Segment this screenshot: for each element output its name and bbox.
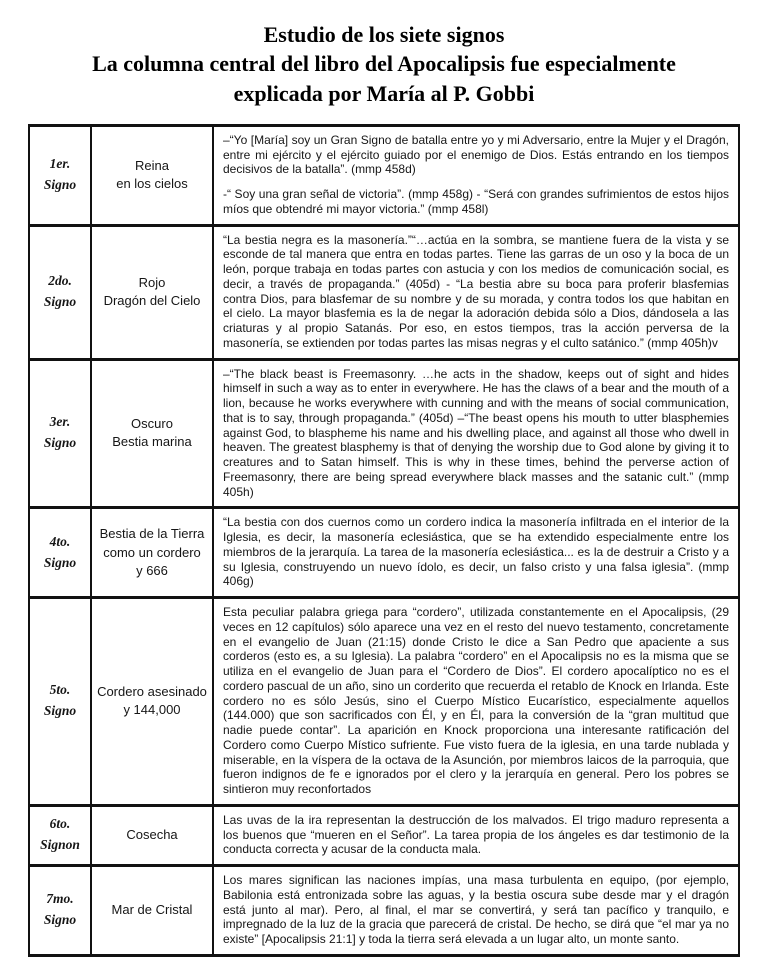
- sign-name-line: en los cielos: [116, 176, 188, 192]
- sign-name-cell: [91, 359, 213, 508]
- sign-name-line: Oscuro: [131, 416, 173, 432]
- sign-description-cell: [213, 359, 739, 508]
- sign-ordinal-line: 4to.: [49, 533, 71, 549]
- sign-name-line: Cordero asesinado: [97, 684, 207, 700]
- description-paragraph: -“ Soy una gran señal de victoria”. (mmp 458g) - “Será con grandes sufrimientos de estos hijos míos que obtendré mi mayor victoria.” (mmp 458l): [223, 187, 729, 216]
- sign-ordinal-line: 1er.: [49, 156, 71, 172]
- sign-ordinal-line: Signon: [40, 837, 80, 853]
- title-line-3: explicada por María al P. Gobbi: [233, 80, 535, 106]
- table-row: [29, 225, 739, 359]
- sign-name-line: Rojo: [138, 274, 166, 290]
- sign-name-line: y 144,000: [123, 702, 181, 718]
- sign-ordinal-cell: [29, 598, 91, 806]
- description-paragraph: Las uvas de la ira representan la destrucción de los malvados. El trigo maduro representa a los buenos que “mueren en el Señor”. La tarea propia de los ángeles es dar testimonio de la conducta correcta y acusar de la conducta mala.: [223, 812, 729, 857]
- description-paragraph: Esta peculiar palabra griega para “cordero”, utilizada constantemente en el Apocalipsis, (29 veces en 12 capítulos) sólo aparece una vez en el resto del nuevo testamento, concretamente en el evangelio de Juan (21:15) donde Cristo le dice a San Pedro que apaciente a sus corderos (esto es, a su Iglesia). La palabra “cordero” en el Apocalipsis no es la misma que se utiliza en el evangelio de Juan para el “Cordero de Dios”. El cordero apocalíptico no es el cordero pascual de un año, sino un corderito que recuerda el retablo de Knock en Irlanda. Este cordero no es sólo Jesús, sino el Cuerpo Místico Eucarístico, especialmente aquellos (144.000) que son sacrificados con Él, y en Él, para la conversión de la “gran multitud que nadie puede contar”. La aparición en Knock proporciona una interesante ratificación del Cordero como Cuerpo Místico sufriente. Fue visto fuera de la iglesia, en una tarde nublada y miserable, en la víspera de la octava de la Asunción, por miembros laicos de la parroquia, que fueron indignos de fe e ignorados por el clero y la jerarquía en general. Pero los pobres se sintieron muy reconfortados: [223, 605, 729, 796]
- title-line-1: Estudio de los siete signos: [263, 22, 505, 47]
- sign-description-cell: [213, 225, 739, 359]
- sign-name-cell: [91, 125, 213, 225]
- sign-name-line: Bestia marina: [112, 434, 192, 450]
- table-row: [29, 125, 739, 225]
- sign-ordinal-line: 2do.: [48, 273, 72, 289]
- table-row: [29, 508, 739, 598]
- description-paragraph: –“Yo [María] soy un Gran Signo de batalla entre yo y mi Adversario, entre la Mujer y el Dragón, entre mi ejército y el ejército guiado por el enemigo de Dios. Estás entrando en los tiempos decisivos de la batalla”. (mmp 458d): [223, 132, 729, 177]
- sign-description-cell: [213, 598, 739, 806]
- table-row: [29, 598, 739, 806]
- sign-ordinal-line: Signo: [43, 294, 77, 309]
- description-paragraph: Los mares significan las naciones impías, una masa turbulenta en equipo, (por ejemplo, Babilonia está entronizada sobre las aguas, y la bestia oscura sube desde mar y el dragón está junto al mar). Pero, al final, el mar se convertirá, y será tan pacífico y tranquilo, e impregnado de la luz de la gracia que parecerá de cristal. De hecho, se dirá que “el mar ya no existe” [Apocalipsis 21:1] y toda la tierra será elevada a un lugar alto, un monte santo.: [223, 873, 729, 946]
- sign-ordinal-line: Signo: [43, 912, 77, 928]
- sign-ordinal-cell: [29, 359, 91, 508]
- sign-description-cell: [213, 866, 739, 956]
- table-row: [29, 359, 739, 508]
- signs-table-body: [29, 125, 739, 955]
- sign-name-line: Bestia de la Tierra: [99, 526, 205, 542]
- sign-name-line: Mar de Cristal: [111, 902, 193, 918]
- sign-ordinal-line: Signo: [43, 177, 77, 193]
- table-row: [29, 866, 739, 956]
- description-paragraph: –“The black beast is Freemasonry. …he acts in the shadow, keeps out of sight and hides himself in such a way as to enter in everywhere. He has the claws of a bear and the mouth of a lion, because he works everywhere with cunning and with the means of social communication, that is to say, through propaganda.” (405d) –“The beast opens his mouth to utter blasphemies against God, to blaspheme his name and his dwelling place, and against all those who dwell in heaven. The greatest blasphemy is that of denying the worship due to God alone by giving it to creatures and to Satan himself. This is why in these times, behind the perverse action of Freemasonry, there are being spread everywhere black masses and the satanic cult.” (mmp 405h): [223, 366, 729, 499]
- sign-name-cell: [91, 598, 213, 806]
- sign-name-line: como un cordero: [103, 544, 201, 560]
- sign-ordinal-cell: [29, 125, 91, 225]
- description-paragraph: “La bestia con dos cuernos como un cordero indica la masonería infiltrada en el interior de la Iglesia, es decir, la masonería eclesiástica, que se ha extendido especialmente entre los miembros de la jerarquía. La tarea de la masonería eclesiástica... es la de destruir a Cristo y a su Iglesia, construyendo un nuevo ídolo, es decir, un falso cristo y una falsa iglesia”. (mmp 406g): [223, 515, 729, 589]
- page-title: [28, 20, 740, 108]
- description-paragraph: “La bestia negra es la masonería.”“…actúa en la sombra, se mantiene fuera de la vista y se esconde de tal manera que entra en todas partes. Tiene las garras de un oso y la boca de un león, porque trabaja en todas partes con astucia y con los medios de comunicación social, es decir, a través de propaganda.” (405d) - “La bestia abre su boca para proferir blasfemias contra Dios, para blasfemar de su nombre y de su morada, y contra todos los que habitan en el cielo. La mayor blasfemia es la de negar la adoración debida sólo a Dios, dándosela a las criaturas y al propio Satanás. Por eso, en estos tiempos, tras la acción perversa de la masonería, se extienden por todas partes las misas negras y el culto satánico.” (mmp 405h)v: [223, 232, 729, 350]
- sign-ordinal-line: 3er.: [49, 414, 71, 430]
- sign-ordinal-line: Signo: [43, 435, 77, 451]
- sign-ordinal-line: 7mo.: [46, 891, 74, 907]
- sign-ordinal-cell: [29, 805, 91, 865]
- sign-ordinal-line: Signo: [43, 703, 77, 719]
- seven-signs-table: [28, 124, 740, 957]
- sign-ordinal-line: 6to.: [49, 816, 71, 832]
- sign-name-line: y 666: [136, 562, 168, 578]
- sign-name-cell: [91, 866, 213, 956]
- sign-name-cell: [91, 805, 213, 865]
- sign-ordinal-line: Signo: [43, 554, 77, 570]
- sign-ordinal-cell: [29, 225, 91, 359]
- title-line-2: La columna central del libro del Apocalipsis fue especialmente: [92, 51, 676, 77]
- sign-name-line: Dragón del Cielo: [103, 293, 201, 308]
- sign-ordinal-cell: [29, 866, 91, 956]
- sign-name-line: Reina: [135, 157, 169, 173]
- sign-description-cell: [213, 125, 739, 225]
- sign-description-cell: [213, 805, 739, 865]
- sign-name-line: Cosecha: [126, 827, 178, 843]
- table-row: [29, 805, 739, 865]
- sign-name-cell: [91, 225, 213, 359]
- sign-ordinal-line: 5to.: [49, 682, 71, 698]
- sign-name-cell: [91, 508, 213, 598]
- sign-ordinal-cell: [29, 508, 91, 598]
- sign-description-cell: [213, 508, 739, 598]
